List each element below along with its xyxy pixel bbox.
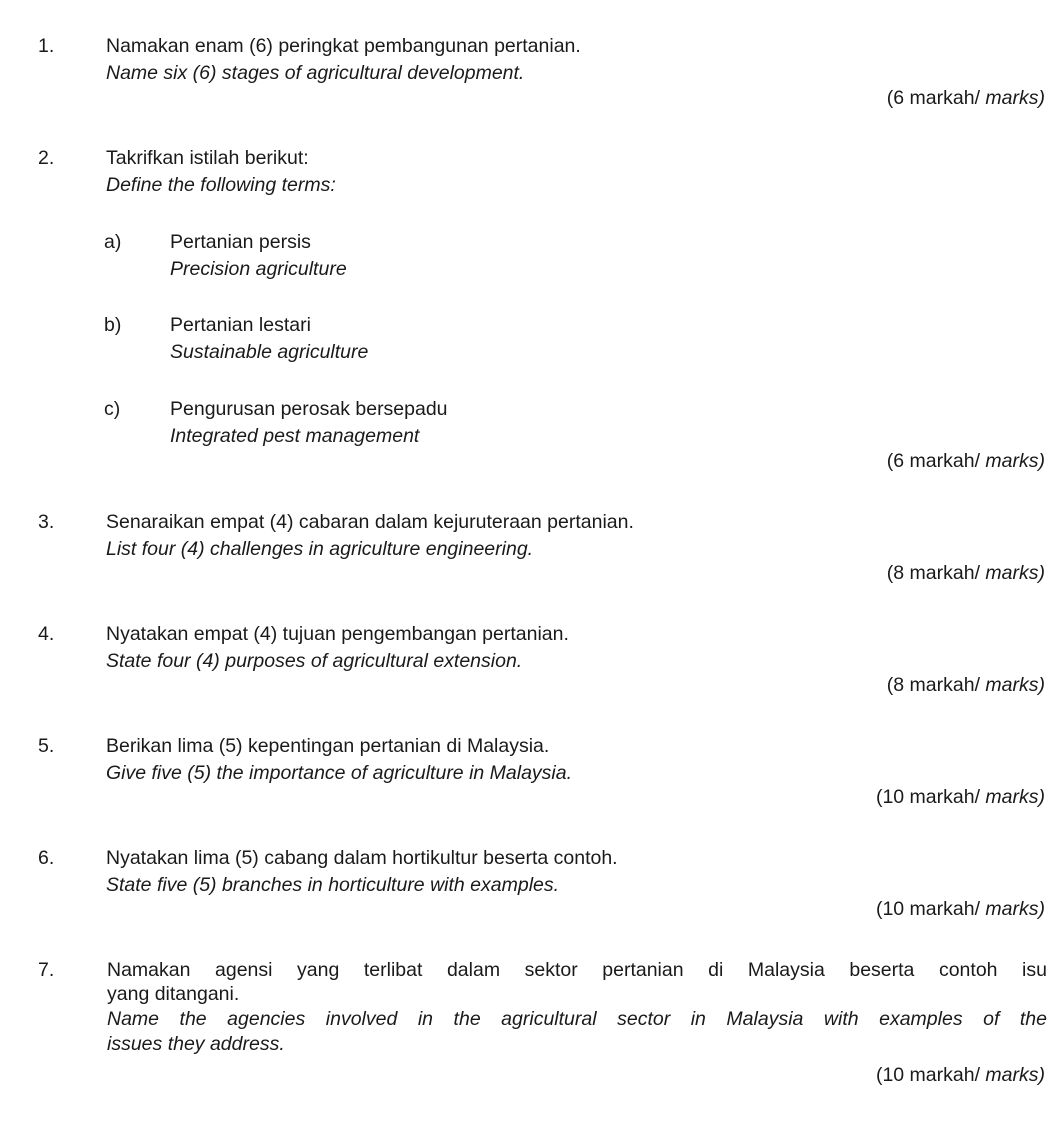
q7-malay-line-2: yang ditangani. <box>107 983 240 1005</box>
q6-number: 6. <box>38 847 55 869</box>
marks-label-english: marks) <box>985 450 1045 472</box>
q7-english-line-2: issues they address. <box>107 1033 285 1055</box>
q3-text-english: List four (4) challenges in agriculture engineering. <box>106 538 534 560</box>
q2-text-malay: Takrifkan istilah berikut: <box>106 147 309 169</box>
q7-malay-line-1: Namakan agensi yang terlibat dalam sektor pertanian di Malaysia beserta contoh isu <box>107 959 1047 981</box>
q4-marks <box>887 673 1045 697</box>
marks-label-english: marks) <box>985 87 1045 109</box>
marks-label: (6 markah/ <box>886 87 980 109</box>
marks-label: (10 markah/ <box>875 898 980 920</box>
q7-body <box>107 956 1047 1058</box>
marks-label-english: marks) <box>985 562 1045 584</box>
marks-label-english: marks) <box>985 786 1045 808</box>
q3-number: 3. <box>38 511 55 533</box>
q4-text-malay: Nyatakan empat (4) tujuan pengembangan pertanian. <box>106 623 569 645</box>
marks-label: (10 markah/ <box>875 786 980 808</box>
q2-part-c-malay: Pengurusan perosak bersepadu <box>170 398 448 420</box>
marks-label-english: marks) <box>985 674 1045 696</box>
marks-label: (8 markah/ <box>886 674 980 696</box>
marks-label: (10 markah/ <box>875 1064 980 1086</box>
q7-number: 7. <box>38 959 55 981</box>
q6-text-malay: Nyatakan lima (5) cabang dalam hortikultur beserta contoh. <box>106 847 618 869</box>
q6-marks <box>876 897 1045 921</box>
q5-number: 5. <box>38 735 55 757</box>
q4-text-english: State four (4) purposes of agricultural extension. <box>106 650 523 672</box>
q7-english-line-1: Name the agencies involved in the agricultural sector in Malaysia with examples of the <box>107 1008 1047 1030</box>
q2-part-a-label: a) <box>104 231 122 253</box>
q6-text-english: State five (5) branches in horticulture with examples. <box>106 874 560 896</box>
q2-part-b-malay: Pertanian lestari <box>170 314 311 336</box>
q2-part-b-english: Sustainable agriculture <box>170 341 369 363</box>
q2-marks <box>887 449 1045 473</box>
q5-text-malay: Berikan lima (5) kepentingan pertanian di Malaysia. <box>106 735 550 757</box>
q2-part-a-malay: Pertanian persis <box>170 231 311 253</box>
q1-text-malay: Namakan enam (6) peringkat pembangunan pertanian. <box>106 35 581 57</box>
q2-number: 2. <box>38 147 55 169</box>
marks-label-english: marks) <box>985 1064 1045 1086</box>
q3-marks <box>887 561 1045 585</box>
q1-marks <box>887 86 1045 110</box>
marks-label-english: marks) <box>985 898 1045 920</box>
q5-text-english: Give five (5) the importance of agriculture in Malaysia. <box>106 762 573 784</box>
marks-label: (8 markah/ <box>886 562 980 584</box>
q2-part-c-label: c) <box>104 398 121 420</box>
marks-label: (6 markah/ <box>886 450 980 472</box>
q1-number: 1. <box>38 35 55 57</box>
q4-number: 4. <box>38 623 55 645</box>
q2-part-a-english: Precision agriculture <box>170 258 347 280</box>
q5-marks <box>876 785 1045 809</box>
q1-text-english: Name six (6) stages of agricultural development. <box>106 62 525 84</box>
q2-part-c-english: Integrated pest management <box>170 425 420 447</box>
q2-text-english: Define the following terms: <box>106 174 336 196</box>
q2-part-b-label: b) <box>104 314 122 336</box>
q3-text-malay: Senaraikan empat (4) cabaran dalam kejuruteraan pertanian. <box>106 511 634 533</box>
q7-marks <box>876 1063 1045 1087</box>
